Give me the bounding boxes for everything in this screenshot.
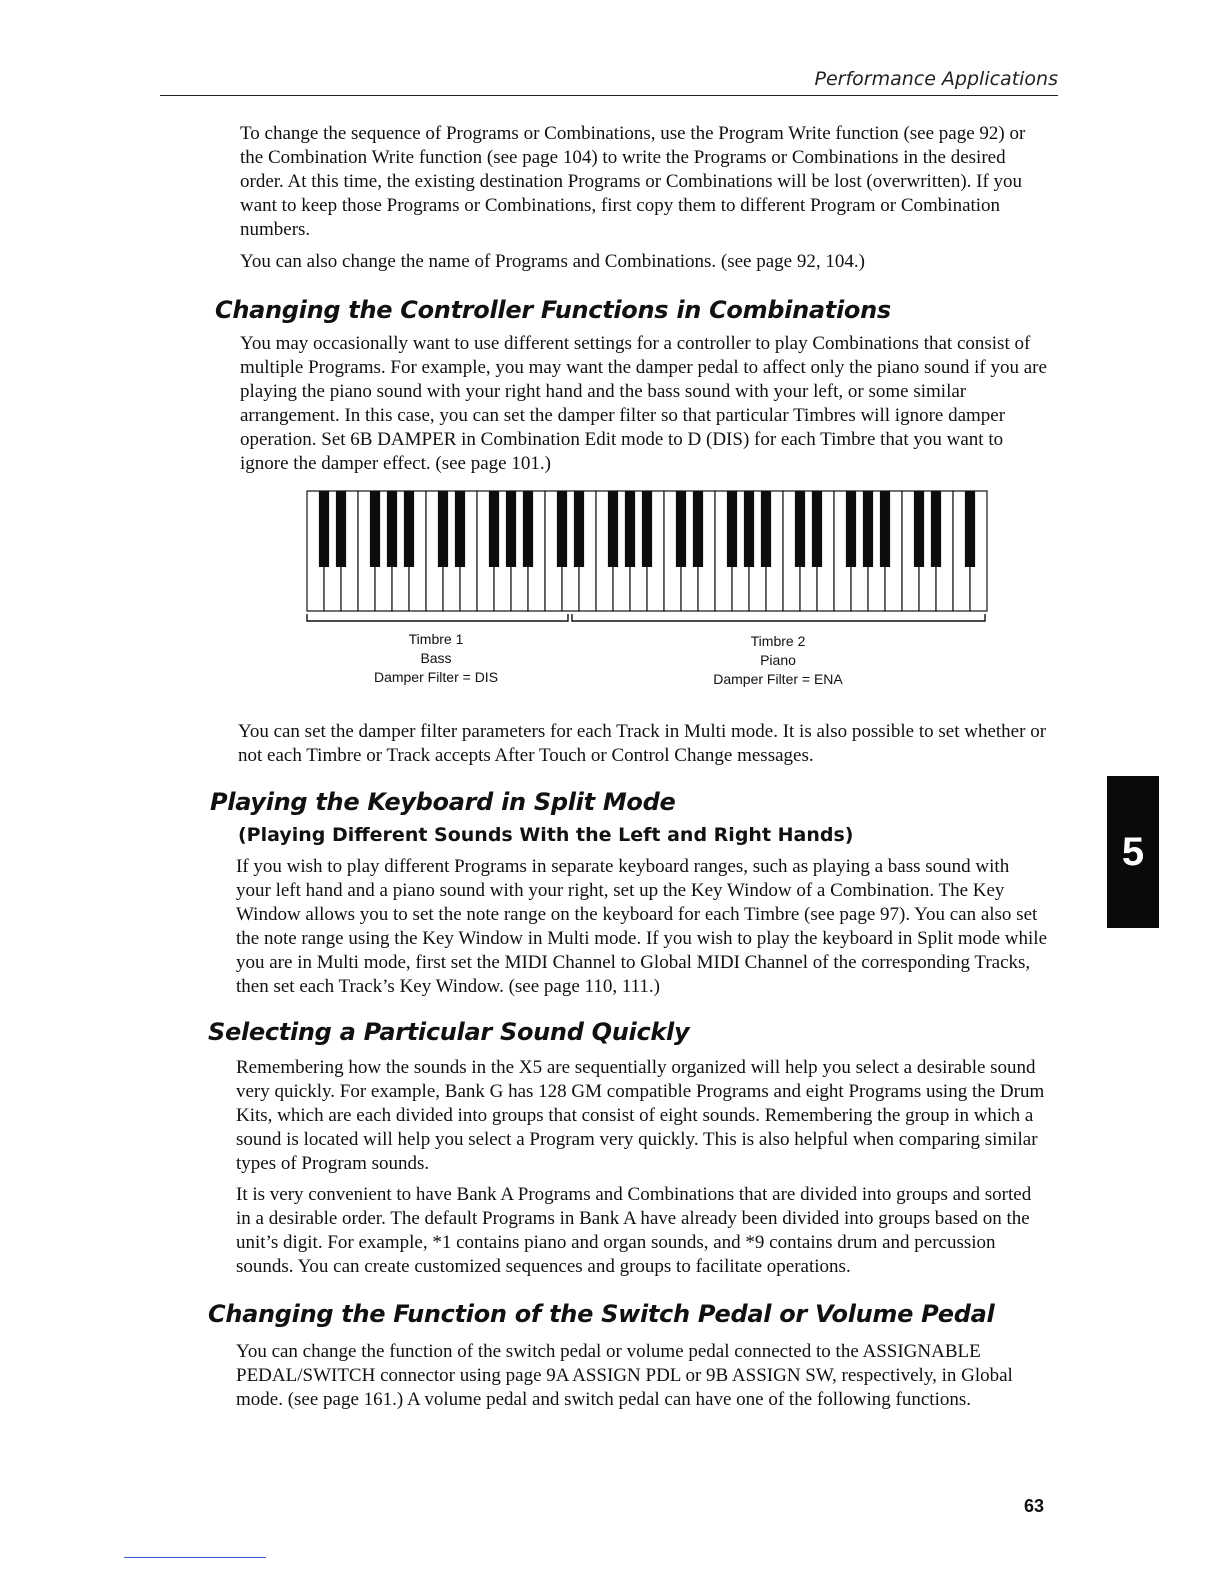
timbre1-bracket — [307, 614, 568, 621]
black-key — [880, 491, 890, 567]
running-header-title: Performance Applications — [814, 68, 1058, 90]
timbre2-name: Timbre 2 — [750, 633, 806, 649]
black-key — [846, 491, 856, 567]
timbre2-caption — [700, 632, 856, 689]
black-key — [387, 491, 397, 567]
section-heading-select-sound: Selecting a Particular Sound Quickly — [208, 1018, 690, 1046]
chapter-tab: 5 — [1107, 776, 1159, 928]
black-key — [370, 491, 380, 567]
black-key — [812, 491, 822, 567]
black-key — [523, 491, 533, 567]
black-key — [506, 491, 516, 567]
black-key — [676, 491, 686, 567]
section-subheading-split-mode: (Playing Different Sounds With the Left and Right Hands) — [238, 824, 854, 846]
section-heading-split-mode: Playing the Keyboard in Split Mode — [210, 788, 676, 816]
section3-paragraph-2: It is very convenient to have Bank A Programs and Combinations that are divided into groups and sorted in a desirable order. The default Programs in Bank A have already been divided into groups based on the unit’s digit. For example, *1 contains piano and organ sounds, and *9 contains drum and percussion sounds. You can create customized sequences and groups to facilitate operations. — [236, 1184, 1032, 1277]
timbre1-name: Timbre 1 — [408, 631, 464, 647]
timbre2-sound: Piano — [760, 652, 796, 668]
black-key — [438, 491, 448, 567]
black-key — [489, 491, 499, 567]
black-key — [863, 491, 873, 567]
black-key — [727, 491, 737, 567]
header-rule — [160, 95, 1058, 96]
intro-paragraph-1: To change the sequence of Programs or Combinations, use the Program Write function (see page 92) or the Combination Write function (see page 104) to write the Programs or Combinations in the desired order. At this time, the existing destination Programs or Combinations will be lost (overwritten). If you want to keep those Programs or Combinations, first copy them to different Program or Combination numbers. — [240, 123, 1026, 240]
black-key — [336, 491, 346, 567]
black-key — [931, 491, 941, 567]
timbre1-sound: Bass — [420, 650, 452, 666]
black-key — [319, 491, 329, 567]
page-number: 63 — [1024, 1496, 1045, 1516]
section1-paragraph-2: You can set the damper filter parameters for each Track in Multi mode. It is also possible to set whether or not each Timbre or Track accepts After Touch or Control Change messages. — [238, 721, 1047, 766]
section4-paragraph-1: You can change the function of the switch pedal or volume pedal connected to the ASSIGNABLE PEDAL/SWITCH connector using page 9A ASSIGN PDL or 9B ASSIGN SW, respectively, in Global mode. (see page 161.) A volume pedal and switch pedal can have one of the following functions. — [236, 1341, 1013, 1410]
black-key — [642, 491, 652, 567]
black-key — [693, 491, 703, 567]
section-heading-pedal-function: Changing the Function of the Switch Pedal or Volume Pedal — [208, 1300, 995, 1328]
footer-line — [124, 1557, 266, 1558]
black-key — [455, 491, 465, 567]
black-key — [761, 491, 771, 567]
section2-paragraph-1: If you wish to play different Programs in separate keyboard ranges, such as playing a bass sound with your left hand and a piano sound with your right, set up the Key Window of a Combination. The Key Window allows you to set the note range on the keyboard for each Timbre (see page 97). You can also set the note range using the Key Window in Multi mode. If you wish to play the keyboard in Split mode while you are in Multi mode, first set the MIDI Channel to Global MIDI Channel of the corresponding Tracks, then set each Track’s Key Window. (see page 110, 111.) — [236, 856, 1048, 997]
section3-paragraph-1: Remembering how the sounds in the X5 are sequentially organized will help you select a desirable sound very quickly. For example, Bank G has 128 GM compatible Programs and eight Programs using the Drum Kits, which are each divided into groups that consist of eight sounds. Remembering the group in which a sound is located will help you select a Program very quickly. This is also helpful when comparing similar types of Program sounds. — [236, 1057, 1045, 1174]
black-key — [795, 491, 805, 567]
black-key — [574, 491, 584, 567]
timbre-range-bracket — [306, 612, 990, 626]
black-key — [557, 491, 567, 567]
black-key — [625, 491, 635, 567]
section-heading-controller-functions: Changing the Controller Functions in Combinations — [215, 296, 891, 324]
black-key — [965, 491, 975, 567]
timbre1-caption — [366, 630, 506, 687]
timbre2-filter: Damper Filter = ENA — [713, 671, 843, 687]
keyboard-illustration — [306, 490, 988, 612]
black-key — [404, 491, 414, 567]
section1-paragraph-1: You may occasionally want to use different settings for a controller to play Combinations that consist of multiple Programs. For example, you may want the damper pedal to affect only the piano sound if you are playing the piano sound with your right hand and the bass sound with your left, or some similar arrangement. In this case, you can set the damper filter so that particular Timbres will ignore damper operation. Set 6B DAMPER in Combination Edit mode to D (DIS) for each Timbre that you want to ignore the damper effect. (see page 101.) — [240, 333, 1047, 474]
black-key — [744, 491, 754, 567]
timbre1-filter: Damper Filter = DIS — [373, 669, 499, 685]
black-key — [608, 491, 618, 567]
intro-paragraph-2: You can also change the name of Programs and Combinations. (see page 92, 104.) — [240, 251, 865, 272]
black-key — [914, 491, 924, 567]
timbre2-bracket — [572, 614, 985, 621]
